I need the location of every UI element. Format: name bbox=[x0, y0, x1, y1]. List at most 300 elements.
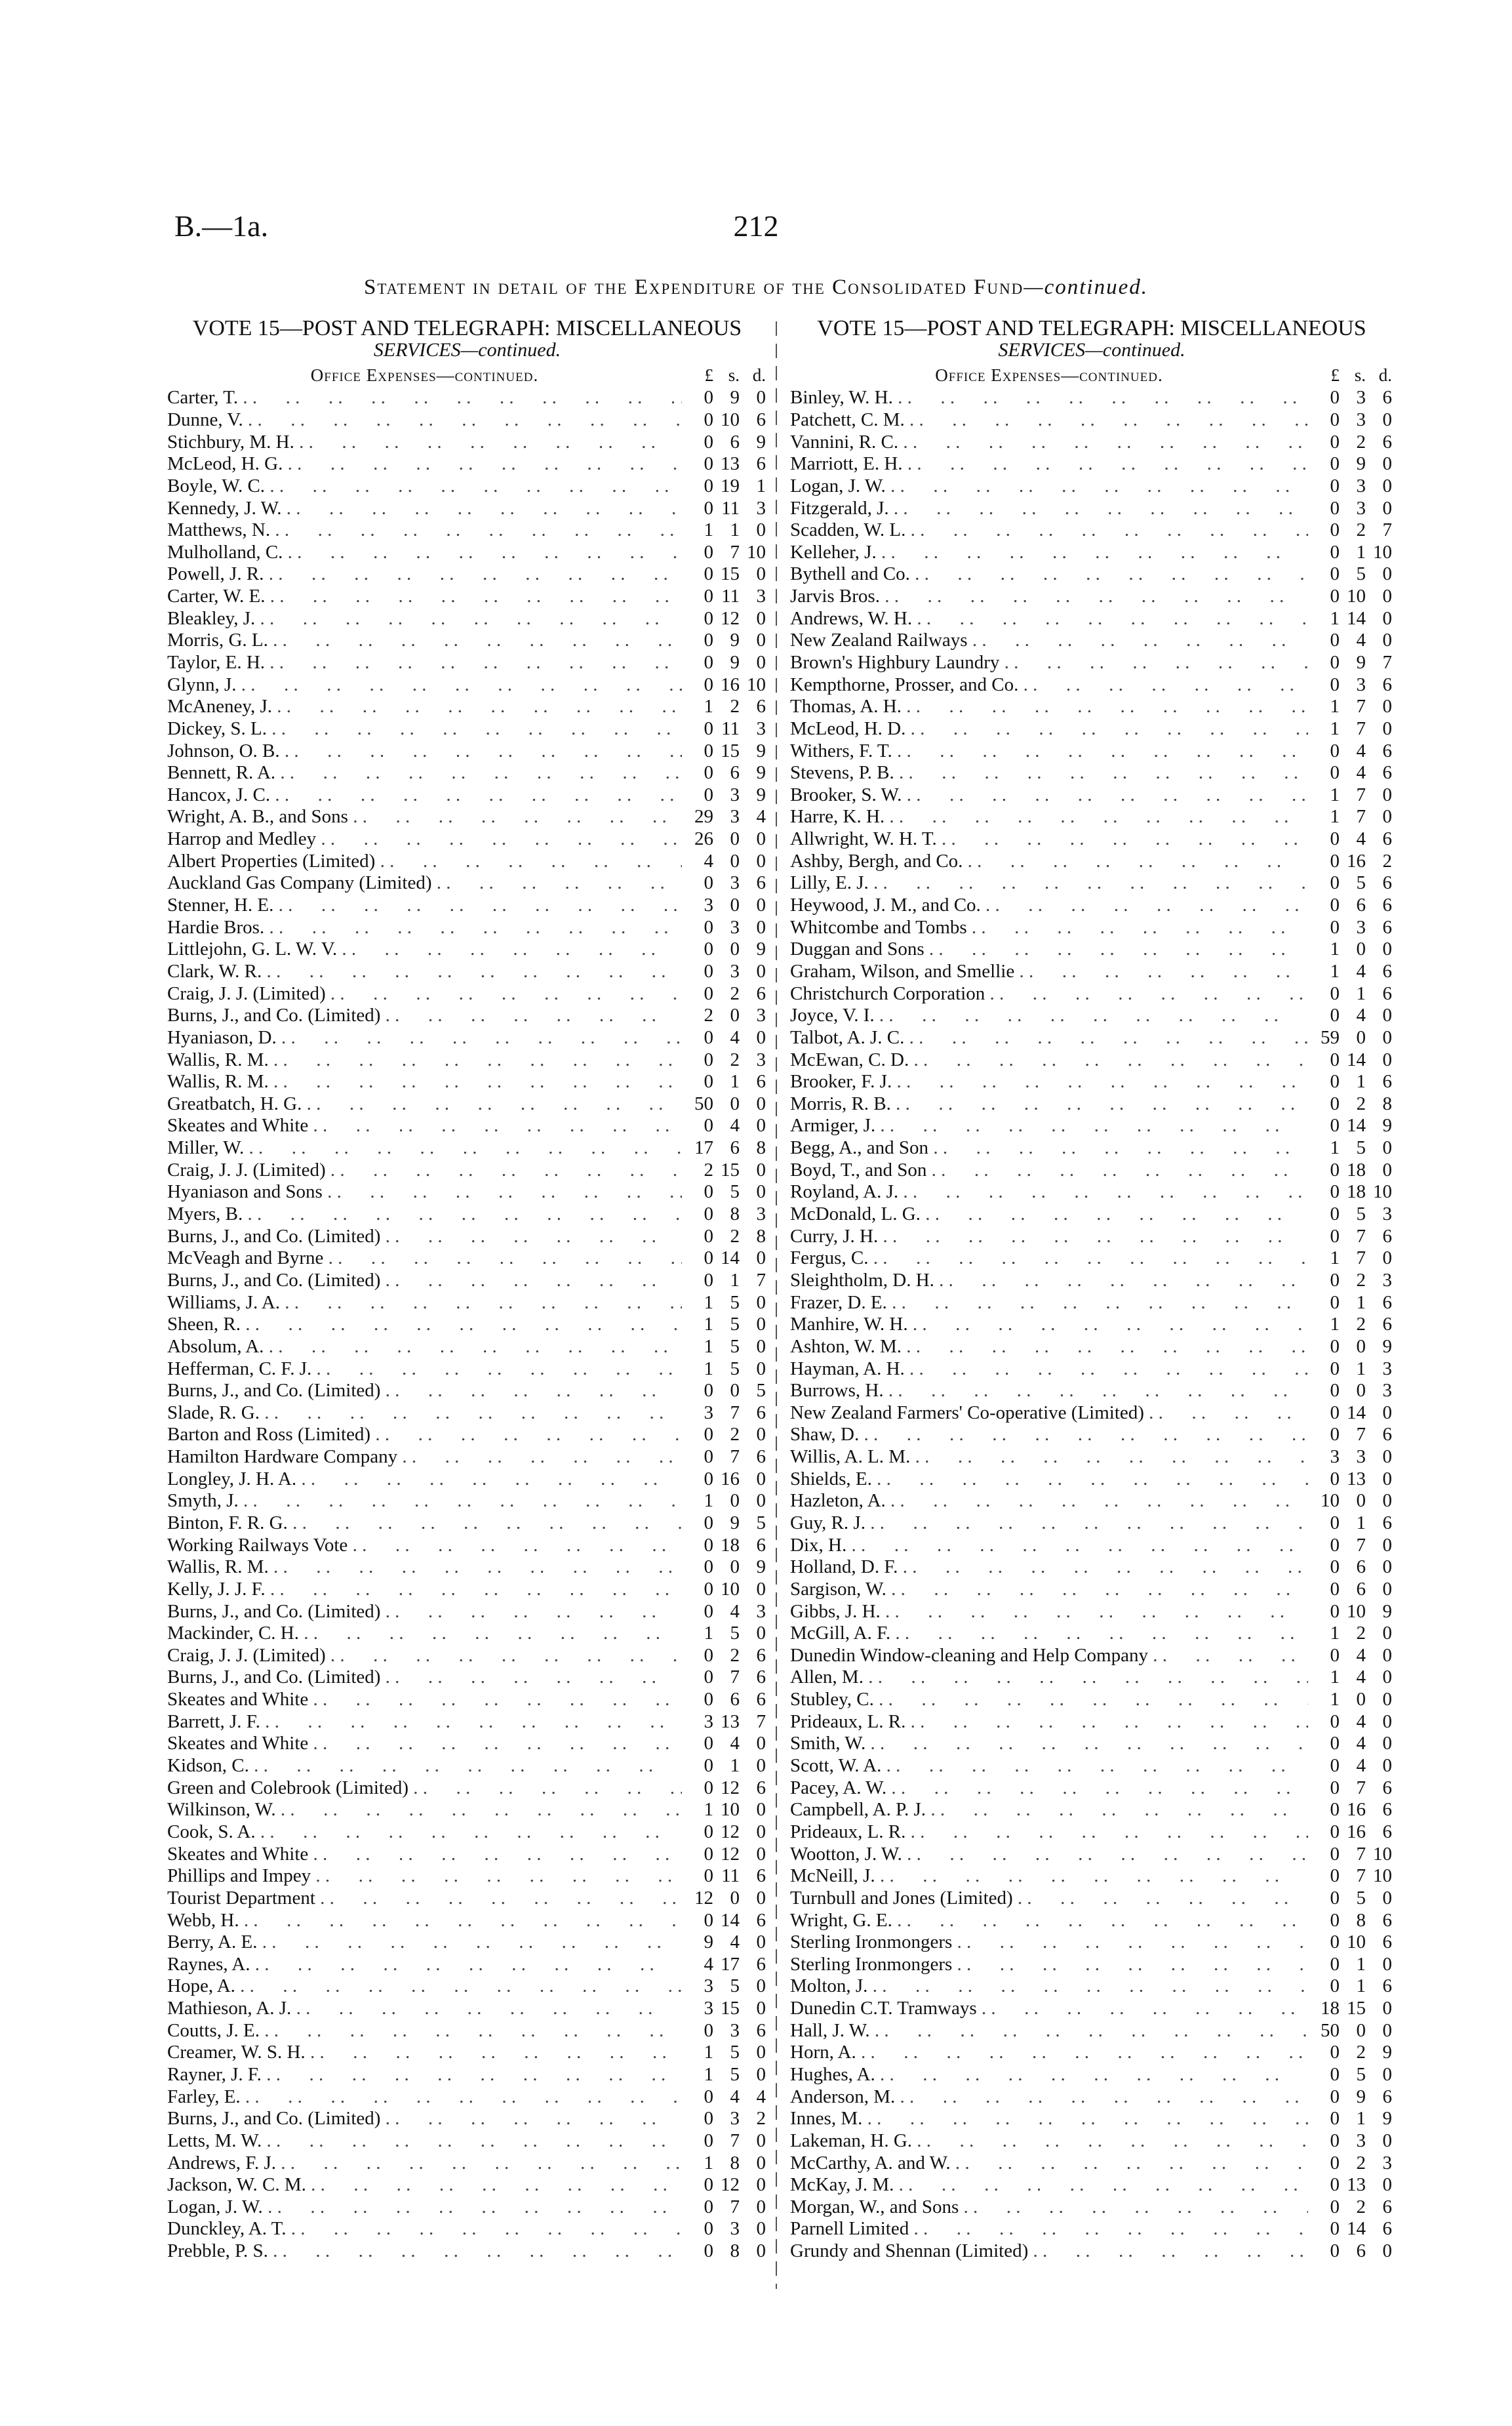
payee-name-text: Cook, S. A. bbox=[167, 1821, 256, 1842]
payee-name bbox=[790, 1226, 1308, 1247]
payee-name bbox=[790, 1689, 1308, 1710]
payee-name bbox=[167, 872, 682, 894]
amount bbox=[1308, 2196, 1393, 2218]
payee-name bbox=[167, 1027, 682, 1049]
vote-title-left: VOTE 15—POST AND TELEGRAPH: MISCELLANEOUS bbox=[192, 316, 742, 340]
pounds-value: 0 bbox=[1330, 2152, 1340, 2173]
payee-name-text: Prideaux, L. R. bbox=[790, 1821, 906, 1842]
amount bbox=[1308, 1998, 1393, 2019]
pounds-value: 0 bbox=[704, 1269, 713, 1291]
pence-value: 0 bbox=[756, 1623, 766, 1644]
payee-name-text: Sleightholm, D. H. bbox=[790, 1269, 934, 1291]
payee-name bbox=[167, 1314, 682, 1335]
expenditure-entry bbox=[790, 872, 1393, 895]
payee-name-text: Innes, M. bbox=[790, 2108, 863, 2130]
amount bbox=[1308, 917, 1393, 939]
amount bbox=[1308, 1137, 1393, 1159]
pounds-value: 0 bbox=[1330, 409, 1340, 430]
pence-value: 6 bbox=[756, 1446, 766, 1468]
pounds-value: 0 bbox=[704, 1203, 713, 1225]
pounds-value: 0 bbox=[704, 2196, 713, 2217]
amount bbox=[1308, 2020, 1393, 2042]
payee-name bbox=[167, 1821, 682, 1843]
pence-value: 6 bbox=[756, 872, 766, 894]
pounds-value: 0 bbox=[704, 1644, 713, 1666]
pence-value: 3 bbox=[756, 497, 766, 519]
vote-subtitle-left: SERVICES—continued. bbox=[373, 339, 561, 361]
amount bbox=[682, 1226, 767, 1247]
payee-name bbox=[167, 1424, 682, 1445]
amount bbox=[682, 2020, 767, 2042]
shillings-value: 4 bbox=[730, 1115, 740, 1137]
payee-name-text: Wright, A. B., and Sons bbox=[167, 806, 348, 828]
pence-value: 3 bbox=[756, 718, 766, 739]
payee-name bbox=[790, 387, 1308, 409]
section-header-right bbox=[790, 361, 1393, 386]
pence-value: 0 bbox=[756, 563, 766, 585]
section-title-left: Office Expenses—continued. bbox=[310, 365, 539, 385]
pence-value: 10 bbox=[747, 674, 766, 695]
shillings-value: 15 bbox=[721, 1159, 740, 1181]
amount bbox=[1308, 2086, 1393, 2108]
expenditure-entry bbox=[790, 431, 1393, 453]
pence-value: 0 bbox=[756, 519, 766, 541]
expenditure-entry bbox=[790, 1159, 1393, 1181]
expenditure-entry bbox=[790, 1093, 1393, 1116]
shillings-value: 6 bbox=[730, 762, 740, 784]
shillings-value: 10 bbox=[721, 1799, 740, 1821]
pence-value: 0 bbox=[756, 1490, 766, 1512]
expenditure-entry bbox=[790, 1953, 1393, 1975]
payee-name bbox=[167, 1579, 682, 1600]
payee-name bbox=[790, 1181, 1308, 1203]
payee-name bbox=[167, 2153, 682, 2174]
amount bbox=[1308, 1247, 1393, 1269]
amount bbox=[682, 1975, 767, 1997]
pence-value: 6 bbox=[756, 696, 766, 718]
payee-name-text: Sterling Ironmongers bbox=[790, 1931, 953, 1953]
pence-value: 0 bbox=[756, 1468, 766, 1489]
payee-name-text: Wallis, R. M. bbox=[167, 1556, 269, 1578]
payee-name-text: Phillips and Impey bbox=[167, 1865, 311, 1887]
shillings-value: 9 bbox=[1356, 652, 1366, 673]
amount bbox=[1308, 961, 1393, 982]
shillings-value: 0 bbox=[1356, 2019, 1366, 2041]
shillings-value: 1 bbox=[1356, 982, 1366, 1004]
shillings-value: 1 bbox=[730, 1755, 740, 1777]
pounds-value: 1 bbox=[1330, 1137, 1340, 1159]
pounds-value: 1 bbox=[1330, 1689, 1340, 1710]
payee-name-text: Binley, W. H. bbox=[790, 387, 893, 409]
shillings-value: 0 bbox=[730, 1556, 740, 1578]
expenditure-entry bbox=[167, 563, 767, 586]
payee-name bbox=[790, 1910, 1308, 1931]
pence-value: 0 bbox=[756, 1578, 766, 1600]
payee-name-text: Hope, A. bbox=[167, 1975, 235, 1997]
pounds-value: 0 bbox=[1330, 2130, 1340, 2151]
expenditure-entry bbox=[167, 1005, 767, 1027]
shillings-value: 1 bbox=[730, 1269, 740, 1291]
expenditure-entry bbox=[790, 1225, 1393, 1247]
payee-name-text: Lilly, E. J. bbox=[790, 872, 869, 894]
amount bbox=[1308, 1645, 1393, 1667]
pence-value: 6 bbox=[1382, 872, 1392, 894]
page-number: 212 bbox=[733, 209, 779, 243]
pounds-value: 0 bbox=[704, 1512, 713, 1533]
pence-header: d. bbox=[752, 365, 766, 385]
pounds-value: 0 bbox=[704, 409, 713, 430]
shillings-value: 0 bbox=[730, 939, 740, 960]
payee-name-text: Logan, J. W. bbox=[167, 2196, 263, 2217]
shillings-value: 5 bbox=[1356, 563, 1366, 585]
pence-value: 0 bbox=[1382, 1689, 1392, 1710]
shillings-value: 4 bbox=[1356, 762, 1366, 784]
amount bbox=[1308, 1799, 1393, 1821]
pence-value: 0 bbox=[756, 916, 766, 938]
pence-value: 6 bbox=[756, 409, 766, 430]
pounds-value: 0 bbox=[1330, 1644, 1340, 1666]
pence-value: 0 bbox=[756, 1931, 766, 1953]
pence-value: 6 bbox=[756, 1534, 766, 1556]
expenditure-entry bbox=[167, 806, 767, 828]
payee-name bbox=[790, 1314, 1308, 1335]
pence-value: 6 bbox=[1382, 1777, 1392, 1798]
expenditure-entry bbox=[790, 1358, 1393, 1380]
pence-value: 6 bbox=[1382, 2086, 1392, 2107]
payee-name bbox=[167, 1160, 682, 1181]
amount bbox=[682, 917, 767, 939]
amount bbox=[1308, 1380, 1393, 1402]
payee-name-text: Sheen, R. bbox=[167, 1314, 241, 1335]
expenditure-entry bbox=[790, 1623, 1393, 1645]
pence-value: 9 bbox=[756, 1556, 766, 1578]
shillings-header: s. bbox=[728, 365, 740, 385]
shillings-value: 0 bbox=[1356, 939, 1366, 960]
pounds-value: 0 bbox=[1330, 982, 1340, 1004]
amount bbox=[682, 1865, 767, 1887]
shillings-value: 1 bbox=[730, 1071, 740, 1093]
page-identifier: B.—1a. bbox=[174, 209, 269, 243]
amount bbox=[682, 2130, 767, 2152]
payee-name bbox=[167, 2064, 682, 2086]
payee-name-text: Carter, W. E. bbox=[167, 586, 266, 607]
pence-value: 0 bbox=[1382, 1623, 1392, 1644]
pence-value: 2 bbox=[1382, 850, 1392, 872]
payee-name bbox=[167, 2130, 682, 2152]
payee-name-text: Jarvis Bros. bbox=[790, 586, 880, 607]
shillings-value: 10 bbox=[721, 1578, 740, 1600]
payee-name bbox=[167, 939, 682, 960]
payee-name-text: Gibbs, J. H. bbox=[790, 1600, 881, 1622]
pence-value: 6 bbox=[756, 2019, 766, 2041]
pence-value: 6 bbox=[756, 1953, 766, 1975]
pence-value: 10 bbox=[1373, 1181, 1392, 1203]
pence-value: 6 bbox=[1382, 895, 1392, 916]
payee-name-text: Burrows, H. bbox=[790, 1380, 884, 1402]
payee-name-text: Morgan, W., and Sons bbox=[790, 2196, 959, 2217]
pounds-value: 0 bbox=[704, 2019, 713, 2041]
payee-name-text: Sargison, W. bbox=[790, 1578, 886, 1600]
pence-value: 0 bbox=[756, 895, 766, 916]
amount bbox=[682, 1888, 767, 1909]
pounds-value: 2 bbox=[704, 1005, 713, 1026]
payee-name bbox=[790, 630, 1308, 651]
expenditure-entry bbox=[167, 2196, 767, 2219]
expenditure-entry bbox=[167, 1998, 767, 2020]
payee-name bbox=[167, 1931, 682, 1953]
expenditure-entry bbox=[790, 387, 1393, 409]
amount bbox=[1308, 2108, 1393, 2130]
expenditure-entry bbox=[790, 1137, 1393, 1160]
payee-name bbox=[790, 2153, 1308, 2174]
payee-name-text: Burns, J., and Co. (Limited) bbox=[167, 1269, 381, 1291]
payee-name bbox=[167, 475, 682, 497]
shillings-value: 11 bbox=[721, 497, 740, 519]
shillings-value: 4 bbox=[730, 1931, 740, 1953]
amount bbox=[682, 1203, 767, 1225]
expenditure-entry bbox=[167, 387, 767, 409]
pence-value: 0 bbox=[756, 2152, 766, 2173]
shillings-value: 10 bbox=[1347, 1931, 1366, 1953]
shillings-value: 6 bbox=[1356, 1556, 1366, 1578]
shillings-value: 3 bbox=[1356, 497, 1366, 519]
shillings-value: 3 bbox=[730, 2218, 740, 2240]
shillings-value: 3 bbox=[1356, 1446, 1366, 1468]
amount bbox=[1308, 1027, 1393, 1049]
payee-name bbox=[167, 1865, 682, 1887]
shillings-value: 2 bbox=[730, 1424, 740, 1445]
pounds-value: 0 bbox=[704, 652, 713, 673]
left-entry-list bbox=[167, 387, 767, 2262]
payee-name-text: Christchurch Corporation bbox=[790, 982, 985, 1004]
payee-name-text: Webb, H. bbox=[167, 1909, 239, 1931]
amount bbox=[682, 1424, 767, 1445]
payee-name bbox=[790, 1755, 1308, 1777]
payee-name bbox=[790, 2042, 1308, 2063]
expenditure-entry bbox=[167, 1600, 767, 1623]
payee-name-text: Lakeman, H. G. bbox=[790, 2130, 913, 2151]
shillings-value: 11 bbox=[721, 718, 740, 739]
pounds-value: 0 bbox=[1330, 1203, 1340, 1225]
section-title-right: Office Expenses—continued. bbox=[935, 365, 1163, 385]
pounds-value: 0 bbox=[1330, 2174, 1340, 2196]
pounds-value: 0 bbox=[704, 497, 713, 519]
pounds-value: 18 bbox=[1321, 1998, 1340, 2019]
payee-name-text: Mackinder, C. H. bbox=[167, 1623, 299, 1644]
shillings-value: 5 bbox=[1356, 1203, 1366, 1225]
pounds-value: 17 bbox=[694, 1137, 713, 1159]
payee-name bbox=[790, 1292, 1308, 1314]
pence-value: 3 bbox=[756, 1049, 766, 1070]
pounds-value: 0 bbox=[1330, 1181, 1340, 1203]
shillings-value: 17 bbox=[721, 1953, 740, 1975]
payee-name bbox=[167, 1689, 682, 1710]
section-header-left bbox=[167, 361, 767, 386]
pence-value: 0 bbox=[1382, 1247, 1392, 1269]
pence-value: 0 bbox=[756, 1115, 766, 1137]
pence-value: 0 bbox=[1382, 563, 1392, 585]
pounds-value: 0 bbox=[1330, 1755, 1340, 1777]
shillings-value: 4 bbox=[1356, 1710, 1366, 1732]
expenditure-entry bbox=[790, 740, 1393, 762]
shillings-value: 2 bbox=[1356, 1623, 1366, 1644]
expenditure-entry bbox=[167, 718, 767, 740]
amount bbox=[682, 1380, 767, 1402]
payee-name-text: Clark, W. R. bbox=[167, 960, 262, 982]
payee-name bbox=[790, 1535, 1308, 1556]
payee-name bbox=[790, 2064, 1308, 2086]
pence-value: 0 bbox=[756, 1755, 766, 1777]
expenditure-entry bbox=[790, 674, 1393, 696]
payee-name-text: Talbot, A. J. C. bbox=[790, 1026, 905, 1048]
payee-name bbox=[790, 828, 1308, 850]
amount bbox=[682, 1468, 767, 1490]
pence-value: 6 bbox=[756, 1909, 766, 1931]
payee-name bbox=[790, 806, 1308, 828]
payee-name bbox=[167, 2042, 682, 2063]
amount bbox=[682, 1314, 767, 1335]
payee-name bbox=[790, 1601, 1308, 1623]
pence-value: 6 bbox=[756, 1667, 766, 1688]
shillings-value: 1 bbox=[1356, 1975, 1366, 1997]
payee-name-text: Burns, J., and Co. (Limited) bbox=[167, 1225, 381, 1247]
shillings-value: 0 bbox=[730, 1490, 740, 1512]
pounds-value: 0 bbox=[704, 674, 713, 695]
pence-value: 0 bbox=[1382, 696, 1392, 718]
pence-value: 10 bbox=[1373, 541, 1392, 563]
expenditure-entry bbox=[790, 1005, 1393, 1027]
amount bbox=[1308, 1556, 1393, 1578]
expenditure-entry bbox=[167, 1402, 767, 1424]
amount bbox=[1308, 1005, 1393, 1026]
amount bbox=[682, 542, 767, 563]
expenditure-entry bbox=[167, 762, 767, 784]
expenditure-entry bbox=[167, 1579, 767, 1601]
payee-name-text: Burns, J., and Co. (Limited) bbox=[167, 1600, 381, 1622]
payee-name-text: Allen, M. bbox=[790, 1667, 864, 1688]
pounds-value: 0 bbox=[1330, 1468, 1340, 1489]
payee-name-text: Logan, J. W. bbox=[790, 475, 886, 496]
shillings-value: 5 bbox=[730, 1358, 740, 1379]
shillings-value: 8 bbox=[730, 2240, 740, 2262]
expenditure-entry bbox=[790, 895, 1393, 917]
amount bbox=[682, 2153, 767, 2174]
shillings-value: 6 bbox=[1356, 1578, 1366, 1600]
pounds-value: 0 bbox=[1330, 674, 1340, 695]
shillings-value: 7 bbox=[730, 1402, 740, 1423]
expenditure-entry bbox=[167, 630, 767, 652]
shillings-value: 16 bbox=[1347, 1821, 1366, 1842]
pence-value: 0 bbox=[756, 1358, 766, 1379]
pounds-value: 1 bbox=[704, 1335, 713, 1357]
amount bbox=[682, 498, 767, 519]
payee-name bbox=[167, 1093, 682, 1115]
payee-name-text: Powell, J. R. bbox=[167, 563, 264, 585]
shillings-value: 2 bbox=[1356, 431, 1366, 453]
payee-name-text: Tourist Department bbox=[167, 1887, 315, 1909]
payee-name bbox=[790, 895, 1308, 916]
right-entry-list bbox=[790, 387, 1393, 2262]
expenditure-entry bbox=[790, 1777, 1393, 1799]
expenditure-entry bbox=[167, 586, 767, 608]
pence-value: 0 bbox=[1382, 1468, 1392, 1489]
pounds-value: 4 bbox=[704, 1953, 713, 1975]
expenditure-entry bbox=[167, 1049, 767, 1071]
payee-name bbox=[790, 917, 1308, 939]
amount bbox=[1308, 718, 1393, 740]
shillings-value: 0 bbox=[1356, 1380, 1366, 1402]
pounds-value: 0 bbox=[1330, 1005, 1340, 1026]
amount bbox=[682, 1579, 767, 1600]
payee-name-text: Craig, J. J. (Limited) bbox=[167, 982, 326, 1004]
expenditure-entry bbox=[167, 1291, 767, 1314]
payee-name-text: Kennedy, J. W. bbox=[167, 497, 282, 519]
shillings-value: 8 bbox=[1356, 1909, 1366, 1931]
amount bbox=[1308, 1910, 1393, 1931]
payee-name bbox=[790, 519, 1308, 541]
pence-value: 5 bbox=[756, 1512, 766, 1533]
pence-value: 7 bbox=[756, 1269, 766, 1291]
expenditure-entry bbox=[790, 1998, 1393, 2020]
payee-name bbox=[790, 872, 1308, 894]
shillings-value: 7 bbox=[1356, 718, 1366, 739]
payee-name bbox=[167, 1755, 682, 1777]
payee-name-text: Rayner, J. F. bbox=[167, 2064, 262, 2085]
expenditure-entry bbox=[790, 2086, 1393, 2108]
payee-name-text: Farley, E. bbox=[167, 2086, 241, 2107]
pounds-value: 29 bbox=[694, 806, 713, 828]
payee-name bbox=[790, 2174, 1308, 2196]
expenditure-entry bbox=[790, 982, 1393, 1005]
expenditure-entry bbox=[790, 475, 1393, 498]
payee-name-text: Albert Properties (Limited) bbox=[167, 850, 376, 872]
pence-value: 6 bbox=[1382, 828, 1392, 850]
shillings-value: 3 bbox=[730, 784, 740, 805]
expenditure-entry bbox=[790, 607, 1393, 630]
shillings-value: 6 bbox=[1356, 2240, 1366, 2262]
pounds-value: 59 bbox=[1321, 1026, 1340, 1048]
pounds-value: 0 bbox=[1330, 1402, 1340, 1423]
expenditure-entry bbox=[167, 1115, 767, 1137]
pounds-value: 0 bbox=[1330, 1799, 1340, 1821]
pence-value: 0 bbox=[756, 1821, 766, 1842]
payee-name bbox=[790, 2086, 1308, 2108]
pounds-value: 0 bbox=[704, 960, 713, 982]
amount bbox=[1308, 939, 1393, 960]
shillings-value: 5 bbox=[730, 1975, 740, 1997]
payee-name bbox=[167, 453, 682, 475]
pounds-value: 0 bbox=[704, 387, 713, 409]
expenditure-entry bbox=[167, 1975, 767, 1998]
pounds-value: 1 bbox=[704, 519, 713, 541]
shillings-value: 18 bbox=[1347, 1181, 1366, 1203]
shillings-value: 0 bbox=[1356, 1026, 1366, 1048]
amount bbox=[682, 1844, 767, 1865]
shillings-value: 10 bbox=[1347, 586, 1366, 607]
pounds-value: 0 bbox=[1330, 1556, 1340, 1578]
payee-name-text: Thomas, A. H. bbox=[790, 696, 902, 718]
shillings-value: 5 bbox=[730, 1181, 740, 1203]
payee-name-text: McDonald, L. G. bbox=[790, 1203, 921, 1225]
amount bbox=[682, 851, 767, 872]
expenditure-entry bbox=[790, 2019, 1393, 2042]
pounds-value: 1 bbox=[1330, 1314, 1340, 1335]
pence-value: 10 bbox=[1373, 1865, 1392, 1887]
payee-name bbox=[790, 652, 1308, 674]
pence-value: 0 bbox=[1382, 1998, 1392, 2019]
shillings-value: 7 bbox=[730, 541, 740, 563]
amount bbox=[1308, 806, 1393, 828]
